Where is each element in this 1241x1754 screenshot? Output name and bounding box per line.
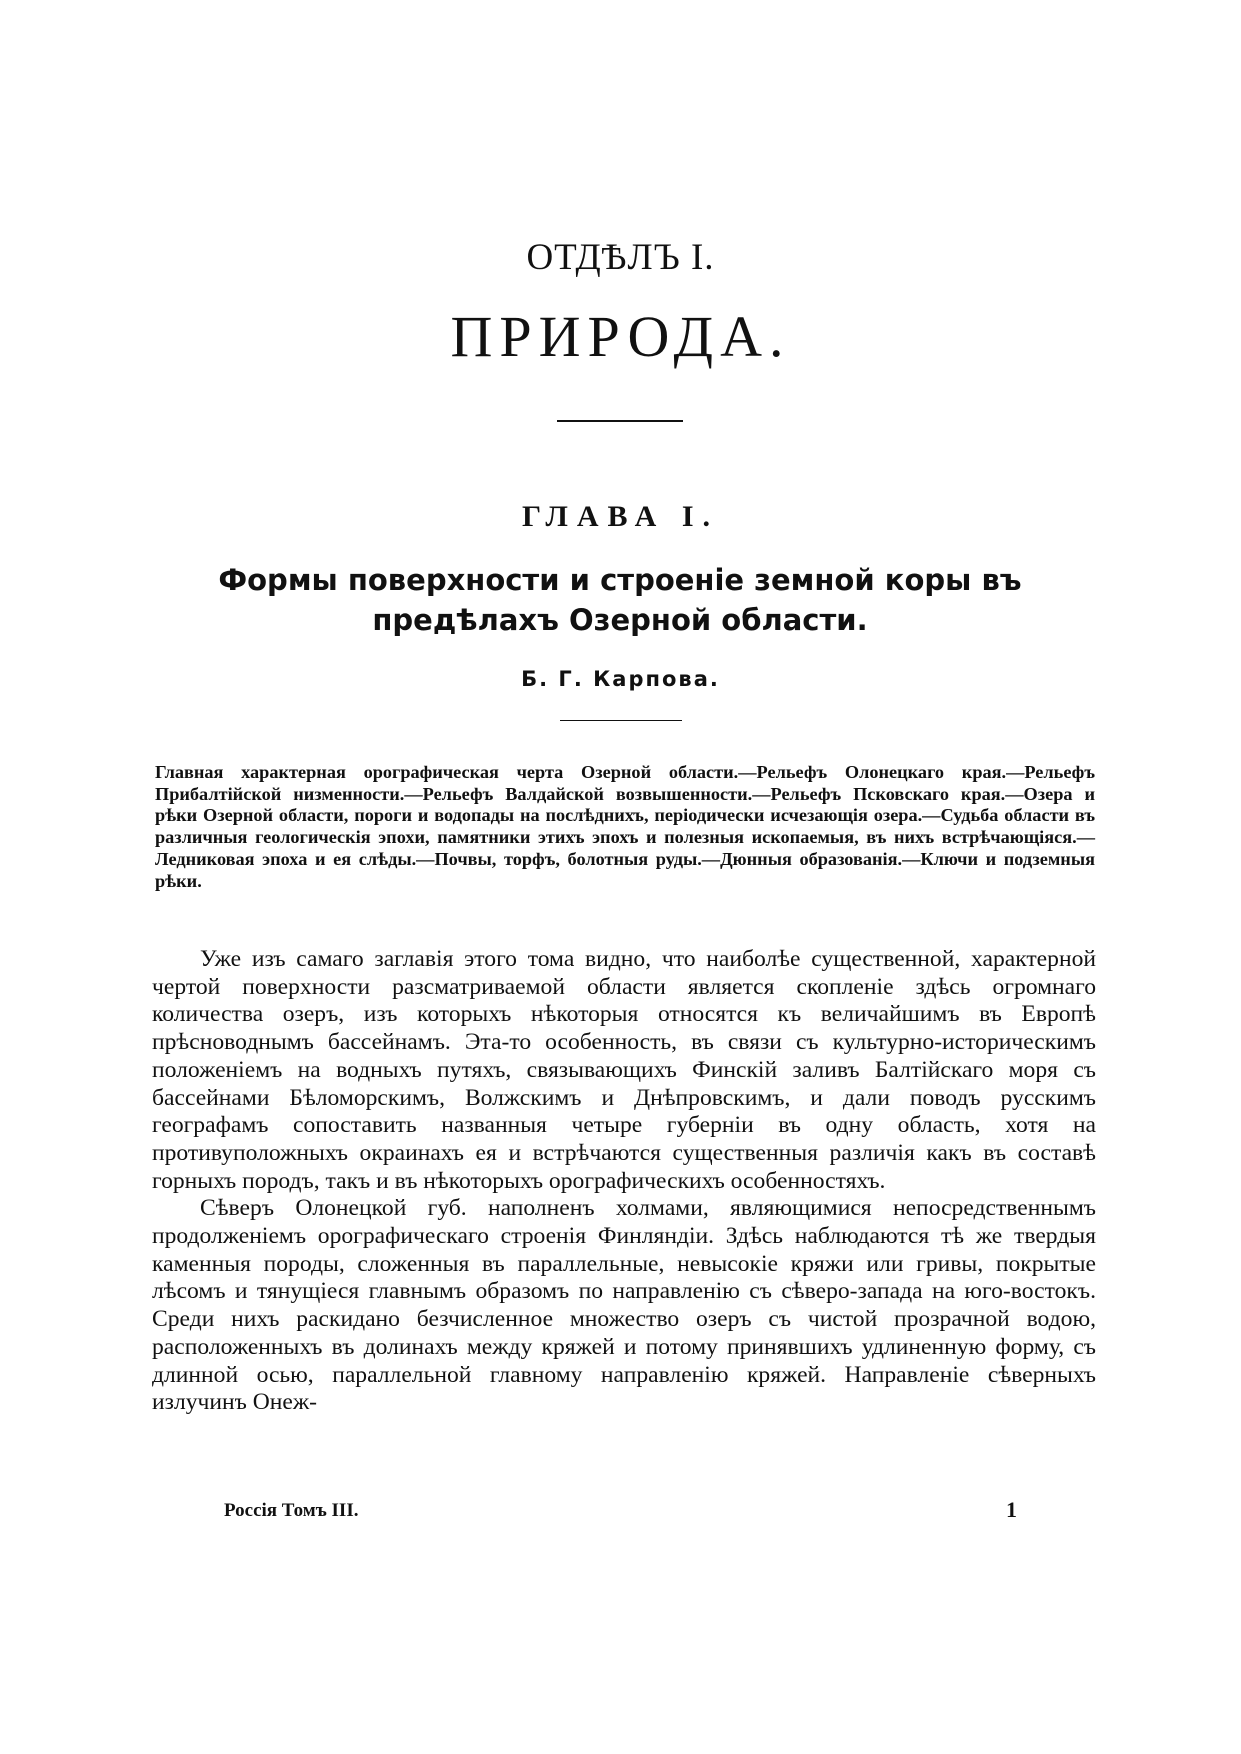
divider: [557, 420, 683, 422]
author: Б. Г. Карпова.: [521, 667, 720, 691]
footer-signature: Россія Томъ III.: [224, 1500, 359, 1521]
body-text: [152, 946, 1096, 1417]
divider: [560, 720, 682, 721]
section-title: ПРИРОДА.: [450, 304, 791, 369]
paragraph: Уже изъ самаго заглавія этого тома видно, что наиболѣе существенной, характерной чертой поверхности разсматриваемой области является скопленіе здѣсь огромнаго количества озеръ, изъ которыхъ нѣкоторыя относятся къ величайшимъ въ Европѣ прѣсноводнымъ бассейнамъ. Эта-то особенность, въ связи съ культурно-историческимъ положеніемъ на водныхъ путяхъ, связывающихъ Финскій заливъ Балтійскаго моря съ бассейнами Бѣломорскимъ, Волжскимъ и Днѣпровскимъ, и дали поводъ русскимъ географамъ сопоставить названныя четыре губерніи въ одну область, хотя на противуположныхъ окраинахъ ея и встрѣчаются существенныя различія какъ въ составѣ горныхъ породъ, такъ и въ нѣкоторыхъ орографическихъ особенностяхъ.: [152, 946, 1096, 1194]
chapter-label: ГЛАВА I.: [521, 500, 720, 533]
page-number: 1: [1006, 1497, 1017, 1522]
chapter-title: Формы поверхности и строеніе земной коры въ предѣлахъ Озерной области.: [218, 563, 1022, 637]
paragraph: Сѣверъ Олонецкой губ. наполненъ холмами, являющимися непосредственнымъ продолженіемъ орографическаго строенія Финляндіи. Здѣсь наблюдаются тѣ же твердыя каменныя породы, сложенныя въ параллельные, невысокіе кряжи или гривы, покрытые лѣсомъ и тянущіеся главнымъ образомъ по направленію съ сѣверо-запада на юго-востокъ. Среди нихъ раскидано безчисленное множество озеръ съ чистой прозрачной водою, расположенныхъ въ долинахъ между кряжей и потому принявшихъ удлиненную форму, съ длинной осью, параллельной главному направленію кряжей. Направленіе сѣверныхъ излучинъ Онеж-: [152, 1195, 1096, 1416]
chapter-summary: Главная характерная орографическая черта Озерной области.—Рельефъ Олонецкаго края.—Рельефъ Прибалтійской низменности.—Рельефъ Валдайской возвышенности.—Рельефъ Псковскаго края.—Озера и рѣки Озерной области, пороги и водопады на послѣднихъ, періодически исчезающія озера.—Судьба области въ различныя геологическія эпохи, памятники этихъ эпохъ и полезныя ископаемыя, въ нихъ встрѣчающіяся.—Ледниковая эпоха и ея слѣды.—Почвы, торфъ, болотныя руды.—Дюнныя образованія.—Ключи и подземныя рѣки.: [155, 762, 1095, 891]
section-label: ОТДѢЛЪ I.: [526, 237, 715, 278]
